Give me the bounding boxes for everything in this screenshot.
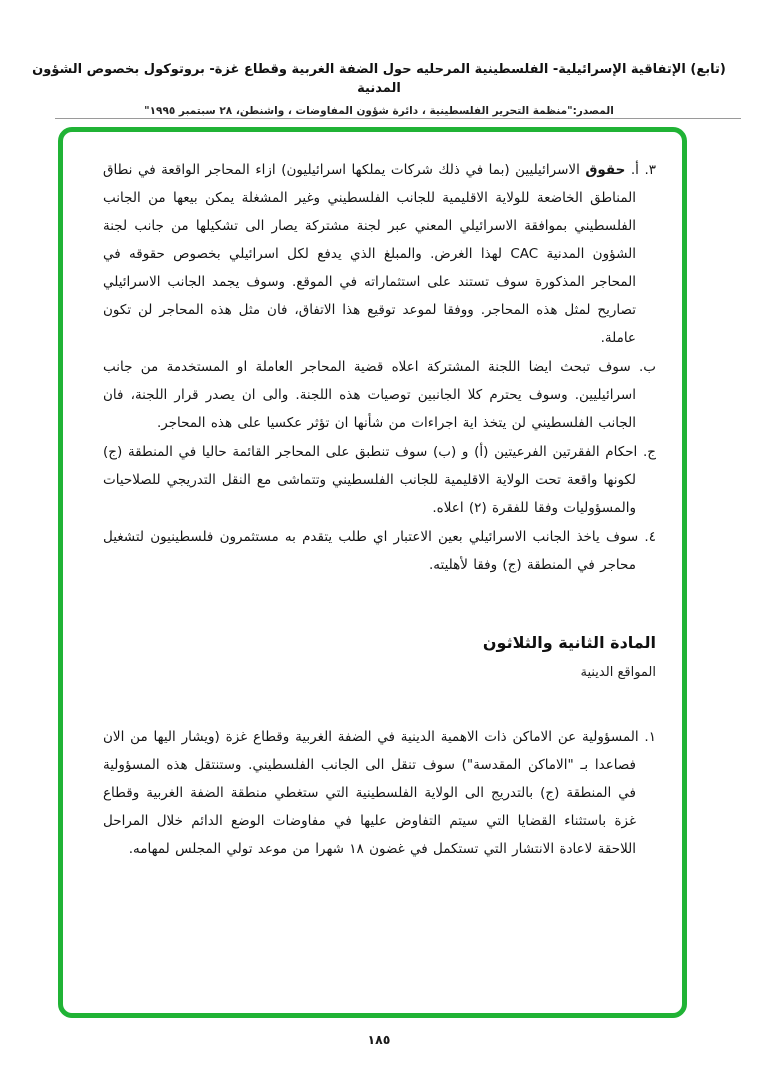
section-heading-article-32: المادة الثانية والثلاثون [482, 633, 656, 652]
clause-3a-bold-word: حقوق [585, 162, 626, 178]
clause-3b-paragraph: ب. سوف تبحث ايضا اللجنة المشتركة اعلاه قضية المحاجر العاملة او المستخدمة من جانب اسرائيليين. وسوف يحترم كلا الجانبين توصيات هذه اللجنة. والى ان يصدر قرار اللجنة، فان الجانب الفلسطيني لن يتخذ اية اجراءات من شأنها ان تؤثر عكسيا على هذه المحاجر. [103, 359, 656, 431]
document-title: (تابع) الإتفاقية الإسرائيلية- الفلسطينية المرحليه حول الضفة الغربية وقطاع غزة- بروتوكول بخصوص الشؤون المدنية [32, 62, 726, 96]
clause-4-paragraph: ٤. سوف ياخذ الجانب الاسرائيلي بعين الاعتبار اي طلب يتقدم به مستثمرون فلسطينيون لتشغيل محاجر في المنطقة (ج) وفقا لأهليته. [103, 529, 656, 573]
header-divider [55, 118, 741, 119]
section-subheading-religious-sites: المواقع الدينية [580, 665, 656, 680]
document-frame [58, 127, 687, 1018]
page-number: ١٨٥ [367, 1032, 391, 1047]
page-header [30, 60, 728, 117]
clause-3c-paragraph: ج. احكام الفقرتين الفرعيتين (أ) و (ب) سوف تنطبق على المحاجر القائمة حاليا في المنطقة (ج) لكونها واقعة تحت الولاية الاقليمية للجانب الفلسطيني وتتماشى مع النقل التدريجي للصلاحيات والمسؤوليات وفقا للفقرة (٢) اعلاه. [103, 444, 656, 516]
clause-3a-prefix: ٣. أ. [625, 162, 656, 178]
clause-1-paragraph: ١. المسؤولية عن الاماكن ذات الاهمية الدينية في الضفة الغربية وقطاع غزة (ويشار اليها من الان فصاعدا بـ "الاماكن المقدسة") سوف تنقل الى الجانب الفلسطيني. وستنتقل هذه المسؤولية في المنطقة (ج) بالتدريج الى الولاية الفلسطينية التي ستغطي منطقة الضفة الغربية وقطاع غزة باستثناء القضايا التي سيتم التفاوض عليها في مفاوضات الوضع الدائم خلال المراحل اللاحقة لاعادة الانتشار التي تستكمل في غضون ١٨ شهرا من موعد تولي المجلس لمهامه. [103, 729, 656, 857]
clause-3a-paragraph [103, 156, 656, 352]
document-source-line: المصدر:"منظمة التحرير الفلسطينية ، دائرة شؤون المفاوضات ، واشنطن، ٢٨ سبتمبر ١٩٩٥" [144, 105, 614, 117]
clause-3a-text: الاسرائيليين (بما في ذلك شركات يملكها اسرائيليون) ازاء المحاجر الواقعة في نطاق المناطق الخاضعة للولاية الاقليمية للجانب الفلسطيني وغير المشغلة يمكن بيعها من الجانب الفلسطيني بموافقة الاسرائيلي المعني عبر لجنة مشتركة يصار الى تشكيلها من جانب لجنة الشؤون المدنية CAC لهذا الغرض. والمبلغ الذي يدفع لكل اسرائيلي بخصوص حقوقه في المحاجر المذكورة سوف تستند على استثماراته في الموقع. وسوف يجمد الجانب الاسرائيلي تصاريح لمثل هذه المحاجر. ووفقا لموعد توقيع هذا الاتفاق، فان مثل هذه المحاجر لن تكون عاملة. [103, 162, 636, 346]
